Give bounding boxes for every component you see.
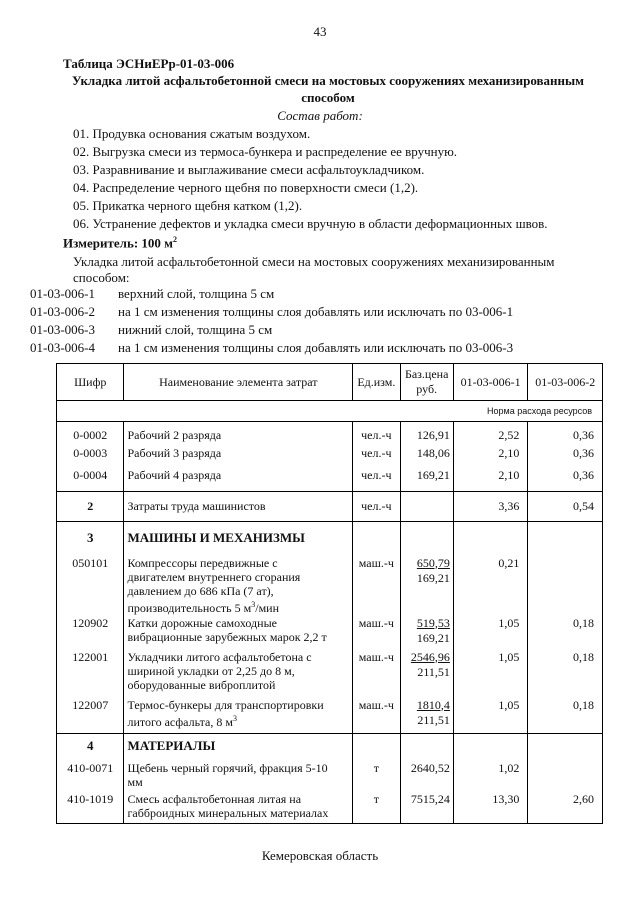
header-price: Баз.цена руб. [400,364,453,401]
variant-row: 01-03-006-2 на 1 см изменения толщины слоя добавлять или исключать по 03-006-1 [30,304,514,319]
title-line-2: способом [301,90,355,105]
work-item: 06. Устранение дефектов и укладка смеси вручную в области деформационных швов. [73,216,548,231]
table-row: 0-0002 Рабочий 2 разряда чел.-ч 126,91 2,52 0,36 [57,422,603,446]
table-title [63,72,593,106]
work-item: 04. Распределение черного щебня по поверхности смеси (1,2). [73,180,419,195]
table-row: 410-0071 Щебень черный горячий, фракция 5-10 мм т 2640,52 1,02 [57,758,603,792]
composition-heading: Состав работ: [277,108,363,123]
resource-table [56,363,603,824]
footer-region: Кемеровская область [261,848,379,863]
work-item: 02. Выгрузка смеси из термоса-бункера и распределение ее вручную. [73,144,458,159]
page-number: 43 [313,24,327,39]
table-row: 122007 Термос-бункеры для транспортировки литого асфальта, 8 $м^3$ маш.-ч 1810,4 211,51 1,05 0,18 [57,698,603,734]
section-row: 4 МАТЕРИАЛЫ [57,734,603,758]
table-row: 2 Затраты труда машинистов чел.-ч 3,36 0,54 [57,492,603,522]
header-col1: 01-03-006-1 [453,364,528,401]
header-code: Шифр [57,364,124,401]
table-row: 050101 Компрессоры передвижные с двигателем внутреннего сгорания давлением до 686 кПа (7 ат), производительность 5 $м^3$/мин маш.-ч 650,79 169,21 0,21 [57,552,603,616]
work-item: 01. Продувка основания сжатым воздухом. [73,126,311,141]
table-row: 122001 Укладчики литого асфальтобетона с шириной укладки от 2,25 до 8 м, оборудованные виброплитой маш.-ч 2546,96 211,51 1,05 0,18 [57,650,603,698]
norm-label: Норма расхода ресурсов [57,401,603,422]
work-item: 05. Прикатка черного щебня катком (1,2). [73,198,303,213]
header-name: Наименование элемента затрат [124,364,353,401]
table-row: 0-0004 Рабочий 4 разряда чел.-ч 169,21 2,10 0,36 [57,468,603,492]
description: Укладка литой асфальтобетонной смеси на мостовых сооружениях механизированным способом: [73,254,555,285]
variant-row: 01-03-006-1 верхний слой, толщина 5 см [30,286,275,301]
table-row: 120902 Катки дорожные самоходные вибрационные зарубежных марок 2,2 т маш.-ч 519,53 169,21 1,05 0,18 [57,616,603,650]
variant-row: 01-03-006-4 на 1 см изменения толщины слоя добавлять или исключать по 03-006-3 [30,340,514,355]
header-col2: 01-03-006-2 [528,364,603,401]
measure-unit: Измеритель: 100 $м^2$ [63,235,178,251]
table-row: 0-0003 Рабочий 3 разряда чел.-ч 148,06 2,10 0,36 [57,446,603,468]
section-row: 3 МАШИНЫ И МЕХАНИЗМЫ [57,522,603,552]
work-item: 03. Разравнивание и выглаживание смеси асфальтоукладчиком. [73,162,425,177]
title-line-1: Укладка литой асфальтобетонной смеси на мостовых сооружениях механизированным [71,73,585,88]
table-row: 410-1019 Смесь асфальтобетонная литая на габброидных минеральных материалах т 7515,24 13,30 2,60 [57,792,603,824]
table-code: Таблица ЭСНиЕРр-01-03-006 [63,56,235,71]
variant-row: 01-03-006-3 нижний слой, толщина 5 см [30,322,273,337]
header-unit: Ед.изм. [353,364,400,401]
